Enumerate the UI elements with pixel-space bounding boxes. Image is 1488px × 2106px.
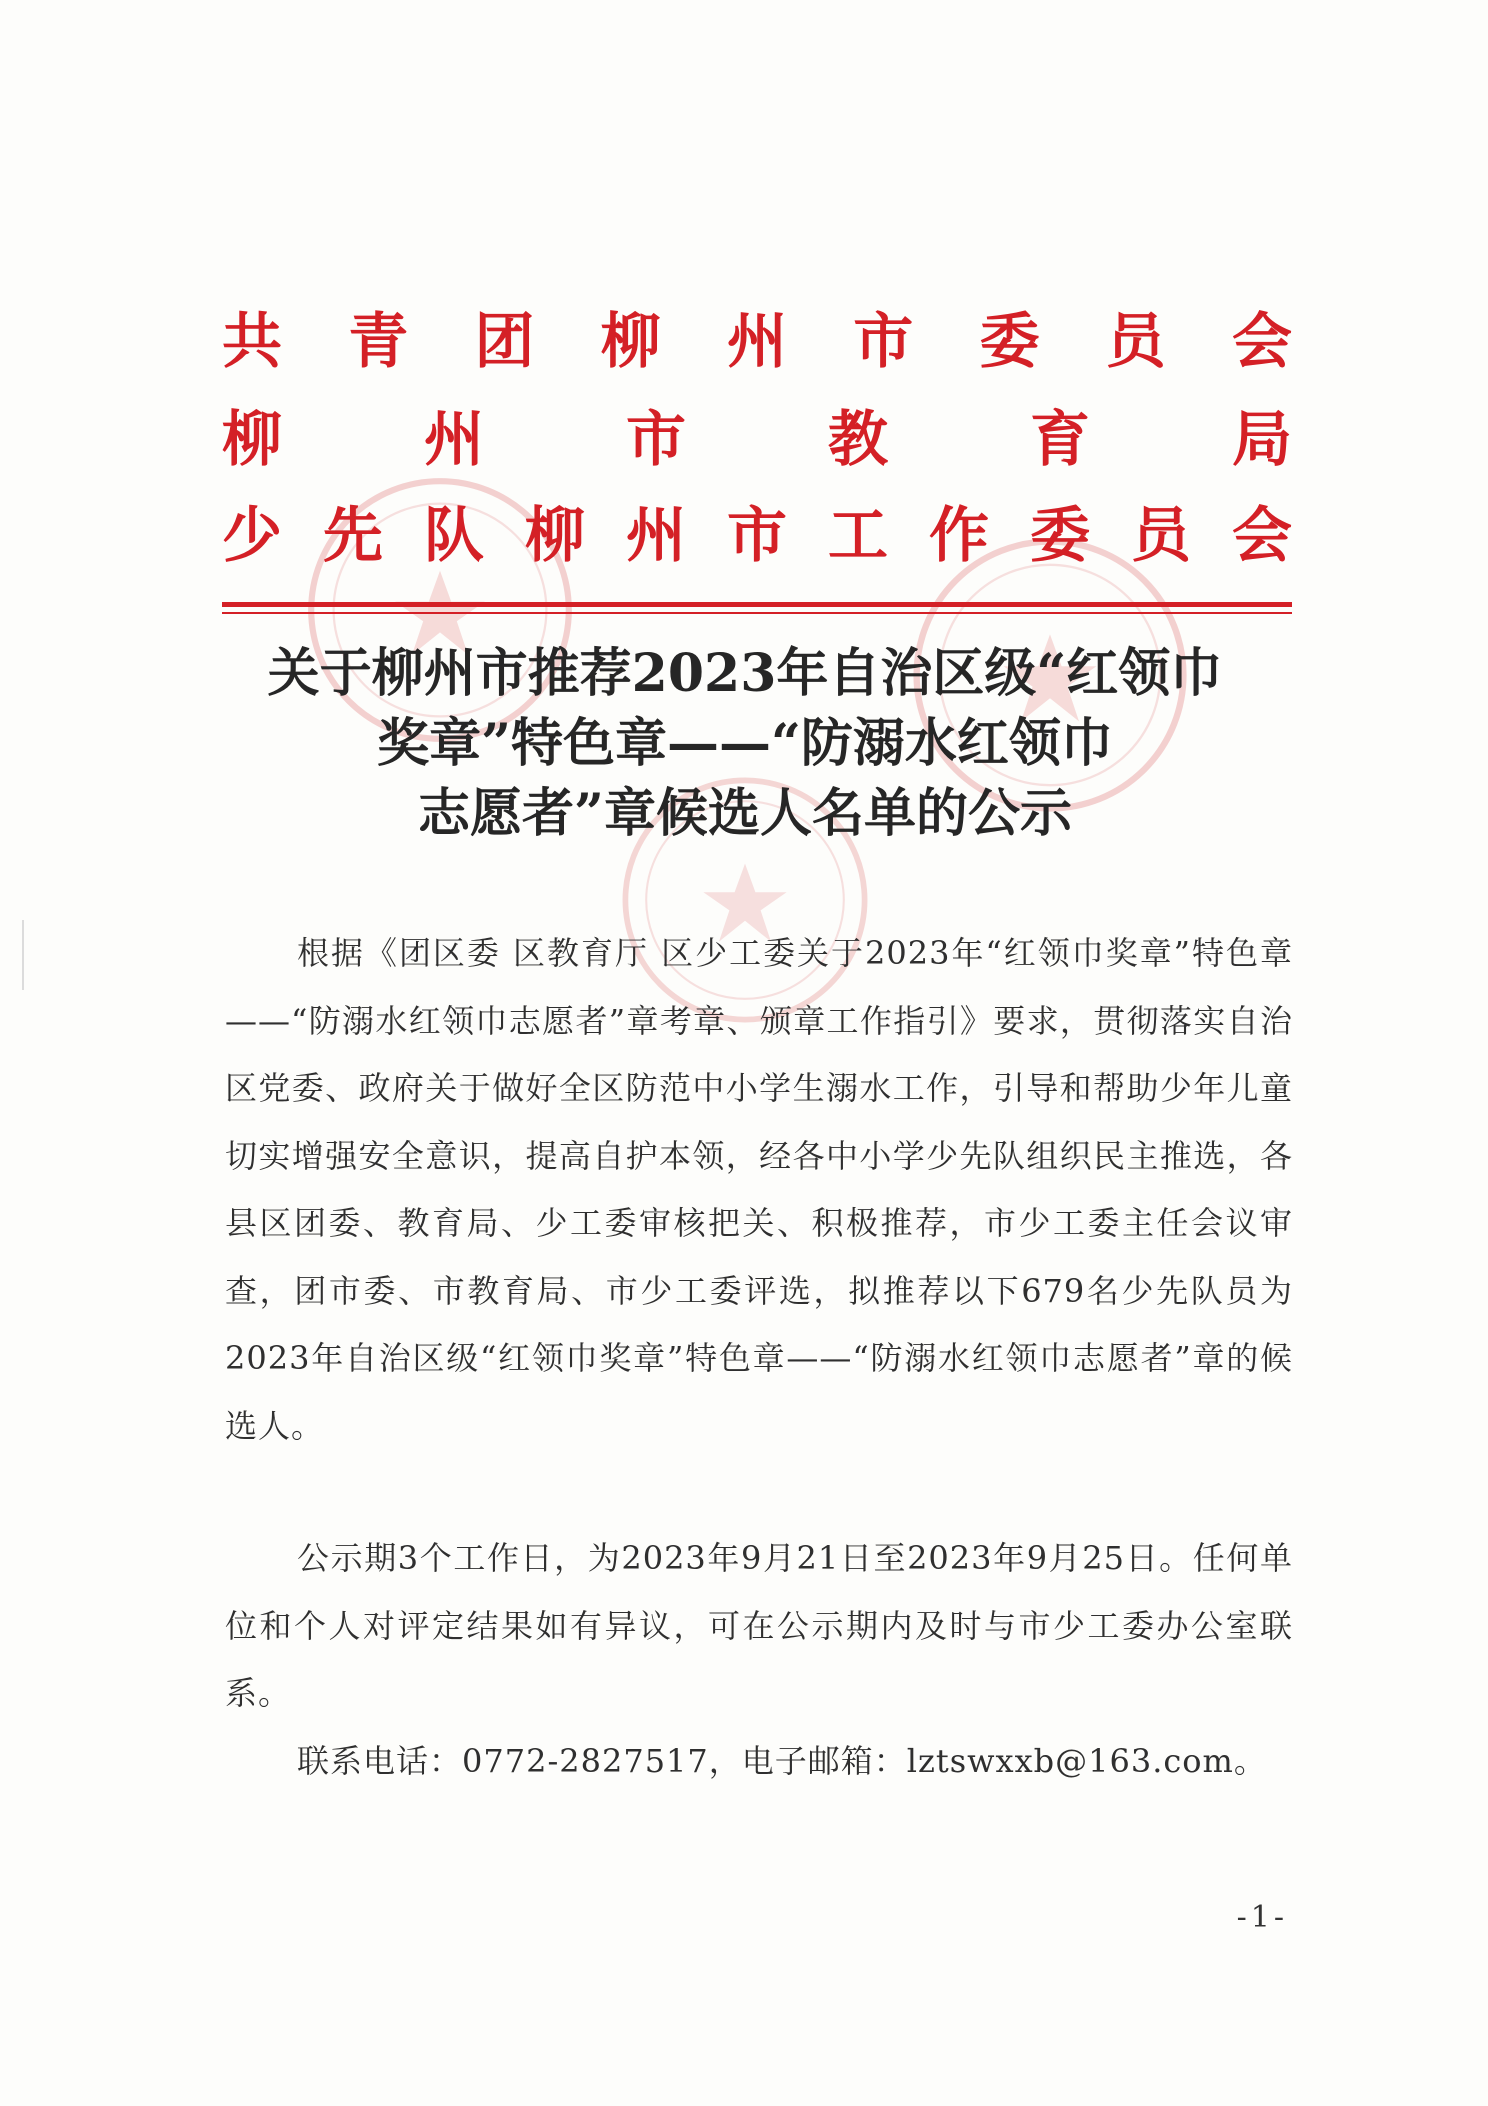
scan-edge-mark [22, 920, 24, 990]
document-title-line-3: 志愿者”章候选人名单的公示 [418, 783, 1072, 844]
letterhead-char: 青 [348, 307, 409, 377]
letterhead-char: 柳 [525, 501, 585, 571]
letterhead-char: 州 [424, 405, 484, 475]
letterhead-char: 共 [222, 307, 282, 377]
letterhead-char: 市 [626, 405, 686, 475]
letterhead-char: 柳 [600, 307, 661, 377]
letterhead-char: 团 [474, 307, 535, 377]
letterhead-char: 市 [727, 501, 787, 571]
letterhead-line-2 [222, 404, 1292, 476]
letterhead-divider-thick [222, 602, 1292, 607]
letterhead-char: 作 [929, 501, 989, 571]
letterhead-char: 会 [1232, 307, 1292, 377]
letterhead-char: 工 [828, 501, 888, 571]
body-paragraph-2: 公示期3个工作日，为2023年9月21日至2023年9月25日。任何单位和个人对评定结果如有异议，可在公示期内及时与市少工委办公室联系。 [225, 1539, 1293, 1712]
letterhead-line-3 [222, 500, 1292, 572]
letterhead-char: 教 [828, 405, 888, 475]
letterhead-char: 队 [424, 501, 484, 571]
letterhead-char: 市 [853, 307, 914, 377]
letterhead-char: 委 [979, 307, 1040, 377]
letterhead-char: 育 [1030, 405, 1090, 475]
contact-paragraph: 联系电话：0772-2827517，电子邮箱：lztswxxb@163.com。 [297, 1742, 1267, 1780]
letterhead-char: 先 [323, 501, 383, 571]
letterhead-char: 员 [1105, 307, 1166, 377]
letterhead-char: 柳 [222, 405, 282, 475]
letterhead-line-1 [222, 306, 1292, 378]
letterhead-divider-thin [222, 612, 1292, 614]
letterhead-char: 州 [727, 307, 787, 377]
document-title-line-2: 奖章”特色章——“防溺水红领巾 [377, 713, 1113, 774]
letterhead-char: 委 [1030, 501, 1090, 571]
body-paragraph-1: 根据《团区委 区教育厅 区少工委关于2023年“红领巾奖章”特色章——“防溺水红领巾志愿者”章考章、颁章工作指引》要求，贯彻落实自治区党委、政府关于做好全区防范中小学生溺水工作，引导和帮助少年儿童切实增强安全意识，提高自护本领，经各中小学少先队组织民主推选，各县区团委、教育局、少工委审核把关、积极推荐，市少工委主任会议审查，团市委、市教育局、市少工委评选，拟推荐以下679名少先队员为2023年自治区级“红领巾奖章”特色章——“防溺水红领巾志愿者”章的候选人。 [225, 934, 1293, 1445]
letterhead-char: 州 [626, 501, 686, 571]
letterhead-char: 员 [1131, 501, 1191, 571]
letterhead-char: 少 [222, 501, 282, 571]
letterhead-char: 会 [1232, 501, 1292, 571]
document-title-line-1: 关于柳州市推荐2023年自治区级“红领巾 [267, 643, 1223, 704]
letterhead-char: 局 [1232, 405, 1292, 475]
page-number: -1- [1236, 1900, 1288, 1935]
